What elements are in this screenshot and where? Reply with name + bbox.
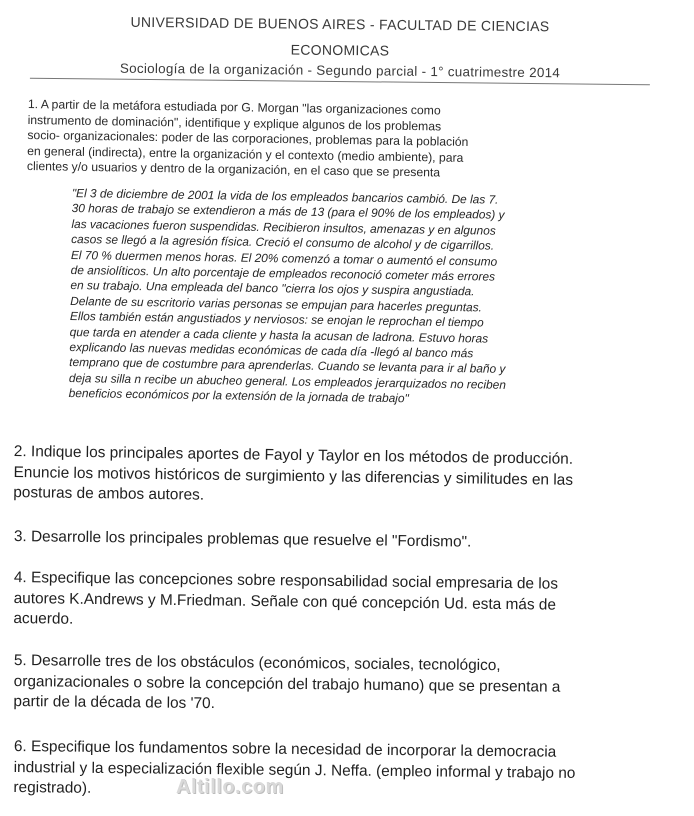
quote-line: Delante de su escritorio varias personas se empujan para hacerles preguntas. xyxy=(70,293,483,315)
question-1-line: socio- organizacionales: poder de las corporaciones, problemas para la población xyxy=(27,128,469,150)
question-2-line: posturas de ambos autores. xyxy=(13,483,205,504)
quote-line: que tarda en atender a cada cliente y hasta la acusan de ladrona. Estuvo horas xyxy=(69,324,489,346)
quote-line: las vacaciones fueron suspendidas. Recibieron insultos, amenazas y en algunos xyxy=(71,216,496,238)
quote-line: deja su silla n recibe un abucheo general. Los empleados jerarquizados no reciben xyxy=(68,370,506,392)
question-2-line: 2. Indique los principales aportes de Fayol y Taylor en los métodos de producción. xyxy=(13,442,574,468)
quote-line: temprano que de costumbre para aprenderlas. Cuando se levanta para ir al baño y xyxy=(69,355,506,377)
exam-subtitle: Sociología de la organización - Segundo parcial - 1° cuatrimestre 2014 xyxy=(30,60,650,85)
question-1-line: 1. A partir de la metáfora estudiada por G. Morgan "las organizaciones como xyxy=(27,97,441,118)
quote-line: en su trabajo. Una empleada del banco "cierra los ojos y suspira angustiada. xyxy=(70,278,475,299)
question-6-line: registrado). xyxy=(13,778,92,797)
question-4-line: acuerdo. xyxy=(13,609,74,628)
quote-line: casos se llegó a la agresión física. Creció el consumo de alcohol y de cigarrillos. xyxy=(71,232,495,253)
watermark: Altillo.com xyxy=(176,776,284,798)
question-1-line: clientes y/o usuarios y dentro de la organización, en el caso que se presenta xyxy=(26,159,441,180)
question-4-line: autores K.Andrews y M.Friedman. Señale con qué concepción Ud. esta más de xyxy=(13,589,557,614)
question-4-line: 4. Especifique las concepciones sobre responsabilidad social empresaria de los xyxy=(13,568,559,593)
question-2-line: Enuncie los motivos históricos de surgimiento y las diferencias y similitudes en las xyxy=(13,463,574,489)
quote-line: "El 3 de diciembre de 2001 la vida de los empleados bancarios cambió. De las 7. xyxy=(71,186,499,207)
question-2 xyxy=(13,442,664,513)
quote-line: de ansiolíticos. Un alto porcentaje de empleados reconoció cometer más errores xyxy=(70,263,496,284)
university-title: UNIVERSIDAD DE BUENOS AIRES - FACULTAD DE CIENCIAS xyxy=(130,13,550,35)
question-5-line: 5. Desarrolle tres de los obstáculos (económicos, sociales, tecnológico, xyxy=(13,651,501,675)
quote-line: El 70 % duermen menos horas. El 20% comenzó a tomar o aumentó el consumo xyxy=(70,247,498,269)
question-5-line: partir de la década de los '70. xyxy=(13,692,216,713)
quote-line: beneficios económicos por la extensión de la jornada de trabajo" xyxy=(68,386,409,406)
question-3-line: 3. Desarrolle los principales problemas que resuelve el "Fordismo". xyxy=(13,527,472,551)
question-1-line: en general (indirecta), entre la organización y el contexto (medio ambiente), para xyxy=(27,143,464,165)
question-1-line: instrumento de dominación", identifique y explique algunos de los problemas xyxy=(27,112,442,134)
question-5-line: organizacionales o sobre la concepción del trabajo humano) que se presentan a xyxy=(13,672,561,696)
question-3 xyxy=(14,527,664,555)
question-6-line: industrial y la especialización flexible según J. Neffa. (empleo informal y trabajo no xyxy=(13,758,576,782)
question-6 xyxy=(13,737,664,805)
question-4 xyxy=(13,568,664,637)
case-quote xyxy=(69,186,632,410)
question-6-line: 6. Especifique los fundamentos sobre la necesidad de incorporar la democracia xyxy=(13,737,557,761)
question-1 xyxy=(27,97,620,184)
faculty-title: ECONOMICAS xyxy=(290,41,390,59)
quote-line: Ellos también están angustiados y nerviosos: se enojan le reprochan el tiempo xyxy=(69,309,484,330)
quote-line: explicando las nuevas medidas económicas de cada día -llegó al banco más xyxy=(69,340,474,361)
question-5 xyxy=(13,651,664,719)
quote-line: 30 horas de trabajo se extendieron a más de 13 (para el 90% de los empleados) y xyxy=(71,201,505,223)
